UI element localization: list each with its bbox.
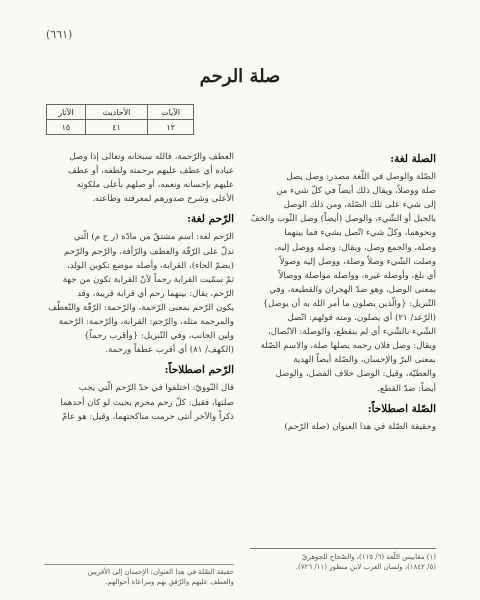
text-line: ونحوهما، وكلّ شيء اتّصل بشيء فما بينهما bbox=[284, 228, 436, 239]
stats-header-athar: الآثار bbox=[47, 105, 86, 120]
footnote-divider bbox=[250, 548, 436, 549]
text-line: أي بلغ، وأوصله غيره، وواصله مواصلة ووصالاً bbox=[278, 270, 436, 281]
text-line: التّنزيل: {والّذين يصلون ما أمر الله به أن يوصل} bbox=[262, 298, 436, 309]
text-line: أيضاً: ضدّ القطع. bbox=[377, 383, 436, 394]
stats-table bbox=[46, 104, 194, 135]
text-line: والعطيّة، وقيل: الوصل خلاف الفصل، والوصل bbox=[275, 369, 436, 380]
stats-header-verses: الآيات bbox=[148, 105, 194, 120]
text-line: وحقيقة الصّلة في هذا العنوان (صلة الرّحم) bbox=[284, 421, 436, 432]
footnote-line: (٥/ ١٨٤٢)، ولسان العرب لابن منظور (١١/ ٧٢٦). bbox=[295, 563, 436, 571]
text-line: العطف والرّحمة، فالله سبحانه وتعالى إذا وصل bbox=[69, 152, 234, 162]
text-line: صلة ووصلاً، ويقال ذلك أيضاً في كلّ شيء من bbox=[276, 186, 436, 197]
text-line: عباده أي عطف عليهم برحمته ولطفه، أو عطف bbox=[68, 166, 234, 177]
text-line: (الكهف/ ٨١) أي أقرب عطفاً ورحمة. bbox=[105, 345, 234, 356]
text-line: وصلة، والجمع وصل، ويقال: وصله ووصل إليه، bbox=[274, 242, 436, 253]
footnote-line: (١) مقاييس اللّغة (٦/ ١١٥)، والصّحاح للجوهريّ bbox=[302, 553, 436, 561]
page-number: (٦٦١) bbox=[46, 28, 73, 41]
footnotes-right bbox=[250, 552, 436, 572]
text-line: عليهم بإحسانه ونعمه، أو صلهم بأعلى ملكوته bbox=[76, 180, 234, 191]
stats-value-athar: ١٥ bbox=[47, 120, 86, 135]
text-line: الشّيء بالشّيء أي لم ينقطع، والوصلة: الاتّصال، bbox=[268, 327, 436, 338]
text-line: الأعلى وشرح صدورهم لمعرفته وطاعته. bbox=[92, 194, 234, 205]
text-line: قال النّوويّ: اختلفوا في حدّ الرّحم الّتي يجب bbox=[78, 383, 234, 394]
section-heading-rahim-istilah: الرّحم اصطلاحاً: bbox=[164, 364, 234, 377]
text-line: إلى شيء على تلك الصّلة، ومن ذلك الوصل bbox=[283, 200, 436, 211]
stats-header-hadiths: الأحاديث bbox=[85, 105, 148, 120]
chapter-title: صلة الرحم bbox=[199, 66, 281, 87]
text-line: وصلت الشّيء وصلاً وصلة، ووصل إليه وصولاً bbox=[279, 256, 436, 267]
stats-header-row bbox=[47, 105, 194, 120]
text-line: الرّحم، يقال: بينهما رحم أي قرابة قريبة، وقد bbox=[77, 288, 234, 299]
section-heading-rahim-lugha: الرّحم لغة: bbox=[187, 213, 234, 226]
footnotes-left bbox=[44, 564, 234, 587]
text-line: بمعنى البرّ والإحسان، والصّلة أيضاً الهدية bbox=[293, 355, 436, 366]
stats-value-row bbox=[47, 120, 194, 135]
right-column bbox=[250, 150, 436, 434]
section-heading-silah-lugha: الصلة لغة: bbox=[390, 153, 436, 165]
stats-value-verses: ١٢ bbox=[148, 120, 194, 135]
text-line: بالحبل أو الشّيء، والوصل (أيضاً) وصل الثّوب والخفّ bbox=[250, 214, 436, 225]
stats-value-hadiths: ٤١ bbox=[85, 120, 148, 135]
section-heading-silah-istilah: الصّلة اصطلاحاً: bbox=[367, 402, 436, 415]
text-line: (بضمّ الحاء)، القرابة، وأصله موضع تكوين الولد، bbox=[67, 260, 234, 271]
text-line: ولين الجانب، وفي التّنزيل: {وأقرب رحماً} bbox=[84, 331, 234, 342]
text-line: تدلّ على الرّقّة والعطف والرّأفة، والرّحم والرّحم bbox=[63, 246, 234, 257]
text-line: (الرّعد/ ٢١) أي يصلون، ومنه قولهم: اتّصل bbox=[287, 313, 436, 324]
text-line: الرّحم لغة: اسم مشتقّ من مادّة (ر ح م) الّتي bbox=[73, 232, 234, 243]
text-line: الصّلة والوصل في اللّغة مصدر: وصل يصل bbox=[286, 172, 436, 183]
text-line: والمرحمة مثله، والرّحم: القرابة، والرّحمة: الرّحمة bbox=[58, 317, 234, 328]
footnote-line: والعطف عليهم والرّفق بهم ومراعاة أحوالهم. bbox=[105, 578, 234, 586]
text-line: بمعنى الوصل، وهو ضدّ الهجران والقطيعة، وفي bbox=[269, 284, 436, 295]
text-line: ويقال: وصل فلان رحمه يصلها صلة، والاسم الصّلة bbox=[260, 341, 436, 352]
text-line: صلتها، فقيل: كلّ رحم محرم بحيث لو كان أحدهما bbox=[60, 397, 234, 408]
footnote-line: حقيقة الصّلة في هذا العنوان: الإحسان إلى الأقربين bbox=[87, 568, 234, 576]
text-line: ثمّ سمّيت القرابة رحماً لأنّ القرابة تكون من جهة bbox=[62, 274, 234, 285]
text-line: يكون الرّحم بمعنى الرّحمة، والرّحمة: الرّقّة والتّعطّف bbox=[48, 302, 234, 313]
text-line: ذكراً والآخر أنثى حرمت مناكحتهما، وقيل: هو عامّ bbox=[62, 411, 234, 422]
left-column bbox=[44, 150, 234, 424]
